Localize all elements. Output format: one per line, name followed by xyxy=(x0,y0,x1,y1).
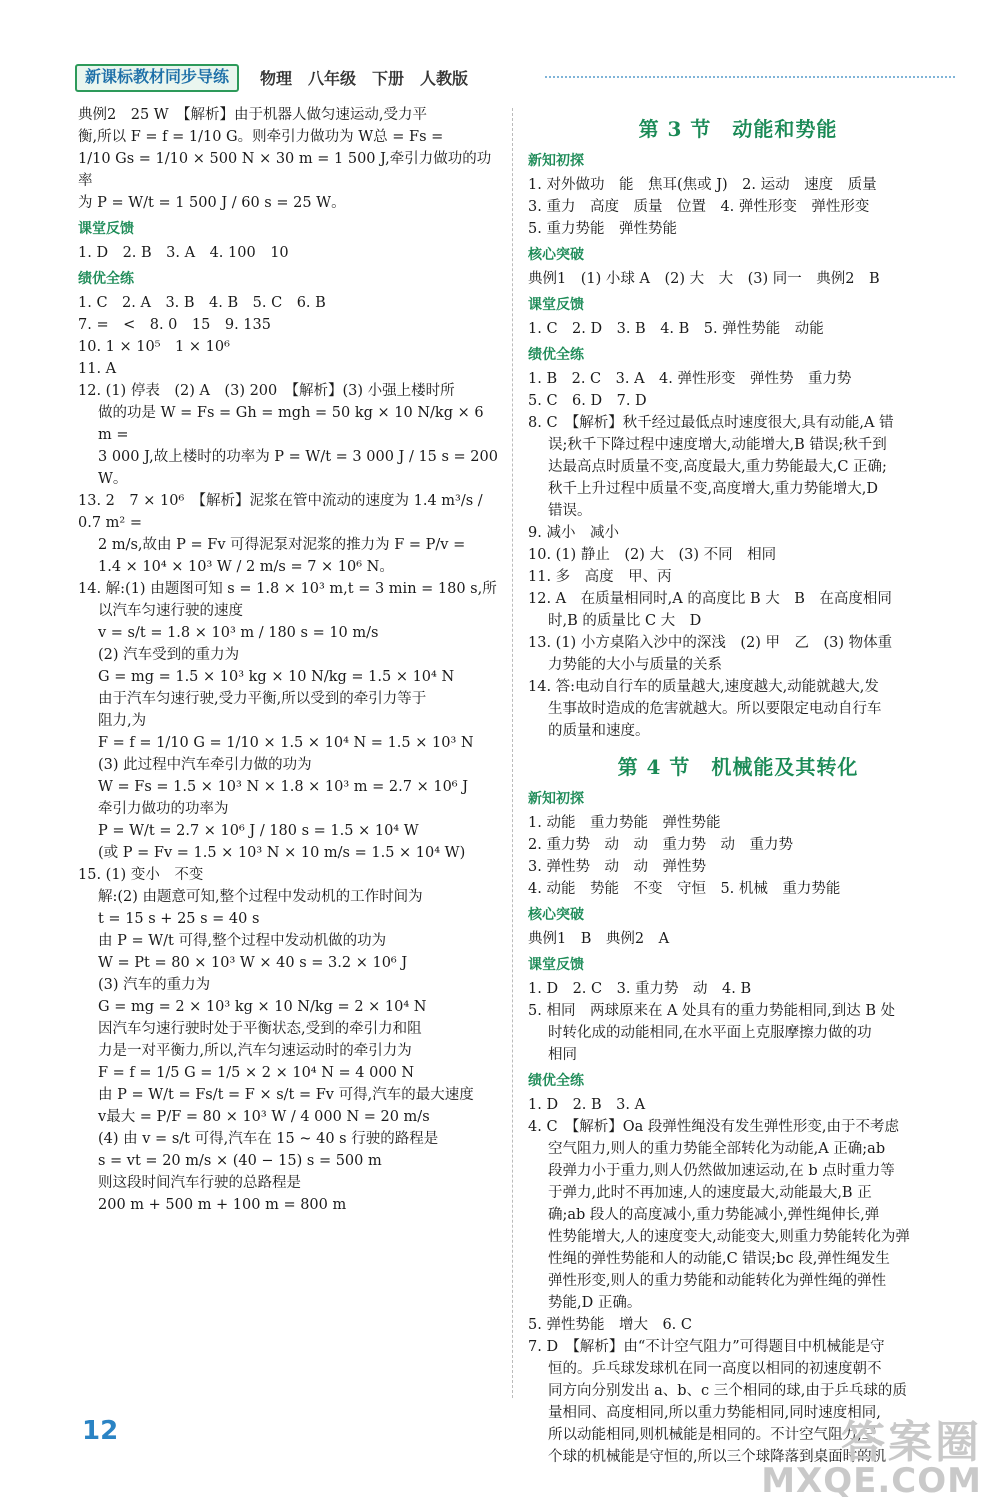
section-heading: 绩优全练 xyxy=(78,271,134,287)
answer-line: 3. 重力 高度 质量 位置 4. 弹性形变 弹性形变 xyxy=(528,199,870,215)
answer-line: 误;秋千下降过程中速度增大,动能增大,B 错误;秋千到 xyxy=(548,437,887,453)
answer-line: 1. 对外做功 能 焦耳(焦或 J) 2. 运动 速度 质量 xyxy=(528,177,877,193)
answer-line: 量相同、高度相同,所以重力势能相同,同时速度相同, xyxy=(548,1405,881,1421)
answer-line: 4. 动能 势能 不变 守恒 5. 机械 重力势能 xyxy=(528,881,841,897)
answer-line: 14. 答:电动自行车的质量越大,速度越大,动能就越大,发 xyxy=(528,679,879,695)
section-heading: 课堂反馈 xyxy=(78,221,134,237)
watermark-logo-text: 答案圈 xyxy=(841,1417,982,1468)
answer-line: 1. C 2. D 3. B 4. B 5. 弹性势能 动能 xyxy=(528,321,824,337)
answer-line: 1.4 × 10⁴ × 10³ W / 2 m/s = 7 × 10⁶ N。 xyxy=(98,559,394,575)
book-series-badge: 新课标教材同步导练 xyxy=(75,64,239,92)
answer-line: 由 P = W/t = Fs/t = F × s/t = Fv 可得,汽车的最大速度 xyxy=(98,1087,474,1103)
answer-line: 所以动能相同,则机械能是相同的。不计空气阻力,三 xyxy=(548,1427,877,1443)
answer-line: 1. B 2. C 3. A 4. 弹性形变 弹性势 重力势 xyxy=(528,371,852,387)
answer-line: 3. 弹性势 动 动 弹性势 xyxy=(528,859,706,875)
answer-line: (3) 汽车的重力为 xyxy=(98,977,211,993)
answer-line: 解:(2) 由题意可知,整个过程中发动机的工作时间为 xyxy=(98,889,423,905)
answer-line: 1/10 Gs = 1/10 × 500 N × 30 m = 1 500 J,牵引力做功的功率 xyxy=(78,151,492,189)
answer-line: 13. 2 7 × 10⁶ 【解析】泥浆在管中流动的速度为 1.4 m³/s / 0.7 m² = xyxy=(78,493,483,531)
answer-line: 10. 1 × 10⁵ 1 × 10⁶ xyxy=(78,339,230,355)
answer-line: 势能,D 正确。 xyxy=(548,1295,642,1311)
section-heading: 核心突破 xyxy=(528,907,584,923)
answer-line: 典例2 25 W 【解析】由于机器人做匀速运动,受力平 xyxy=(78,107,428,123)
answer-line: 确;ab 段人的高度减小,重力势能减小,弹性绳伸长,弹 xyxy=(548,1207,880,1223)
chapter-title: 第 3 节 动能和势能 xyxy=(638,117,838,141)
answer-line: 性势能增大,人的速度变大,动能变大,则重力势能转化为弹 xyxy=(548,1229,910,1245)
answer-line: 典例1 B 典例2 A xyxy=(528,931,670,947)
answer-line: 相同 xyxy=(548,1047,577,1063)
answer-line: 生事故时造成的危害就越大。所以要限定电动自行车 xyxy=(548,701,882,717)
answer-line: 时,B 的质量比 C 大 D xyxy=(548,613,702,629)
column-divider xyxy=(512,108,513,1398)
answer-line: 性绳的弹性势能和人的动能,C 错误;bc 段,弹性绳发生 xyxy=(548,1251,890,1267)
page-header xyxy=(75,64,955,90)
answer-line: (3) 此过程中汽车牵引力做的功为 xyxy=(98,757,312,773)
answer-line: 15. (1) 变小 不变 xyxy=(78,867,204,883)
answer-line: 力势能的大小与质量的关系 xyxy=(548,657,722,673)
answer-line: 由 P = W/t 可得,整个过程中发动机做的功为 xyxy=(98,933,387,949)
answer-line: 因汽车匀速行驶时处于平衡状态,受到的牵引力和阻 xyxy=(98,1021,422,1037)
answer-line: P = W/t = 2.7 × 10⁶ J / 180 s = 1.5 × 10⁴ W xyxy=(98,823,419,839)
watermark xyxy=(732,1406,982,1501)
answer-line: 牵引力做功的功率为 xyxy=(98,801,229,817)
answer-line: 力是一对平衡力,所以,汽车匀速运动时的牵引力为 xyxy=(98,1043,412,1059)
answer-line: 10. (1) 静止 (2) 大 (3) 不同 相同 xyxy=(528,547,777,563)
section-heading: 绩优全练 xyxy=(528,347,584,363)
answer-line: 秋千上升过程中质量不变,高度增大,重力势能增大,D xyxy=(548,481,878,497)
answer-line: 由于汽车匀速行驶,受力平衡,所以受到的牵引力等于 xyxy=(98,691,427,707)
answer-line: 于弹力,此时不再加速,人的速度最大,动能最大,B 正 xyxy=(548,1185,872,1201)
answer-line: v = s/t = 1.8 × 10³ m / 180 s = 10 m/s xyxy=(98,625,379,641)
section-heading: 绩优全练 xyxy=(528,1073,584,1089)
answer-line: W = Fs = 1.5 × 10³ N × 1.8 × 10³ m = 2.7 × 10⁶ J xyxy=(98,779,469,795)
answer-line: 则这段时间汽车行驶的总路程是 xyxy=(98,1175,301,1191)
answer-line: 5. 弹性势能 增大 6. C xyxy=(528,1317,692,1333)
answer-line: F = f = 1/5 G = 1/5 × 2 × 10⁴ N = 4 000 N xyxy=(98,1065,415,1081)
answer-line: 9. 减小 减小 xyxy=(528,525,619,541)
answer-line: 5. C 6. D 7. D xyxy=(528,393,647,409)
header-dotted-rule xyxy=(545,76,955,78)
answer-line: 同方向分别发出 a、b、c 三个相同的球,由于乒乓球的质 xyxy=(548,1383,907,1399)
answer-line: 4. C 【解析】Oa 段弹性绳没有发生弹性形变,由于不考虑 xyxy=(528,1119,900,1135)
section-heading: 新知初探 xyxy=(528,791,584,807)
answer-line: 阻力,为 xyxy=(98,713,147,729)
section-heading: 课堂反馈 xyxy=(528,957,584,973)
answer-line: 11. A xyxy=(78,361,117,377)
answer-line: 空气阻力,则人的重力势能全部转化为动能,A 正确;ab xyxy=(548,1141,886,1157)
answer-line: 以汽车匀速行驶的速度 xyxy=(98,603,243,619)
chapter-title: 第 4 节 机械能及其转化 xyxy=(617,755,859,779)
answer-line: 段弹力小于重力,则人仍然做加速运动,在 b 点时重力等 xyxy=(548,1163,895,1179)
section-heading: 核心突破 xyxy=(528,247,584,263)
answer-line: 1. 动能 重力势能 弹性势能 xyxy=(528,815,721,831)
section-heading: 新知初探 xyxy=(528,153,584,169)
answer-line: 衡,所以 F = f = 1/10 G。则牵引力做功为 W总 = Fs = xyxy=(78,129,444,145)
answer-line: 做的功是 W = Fs = Gh = mgh = 50 kg × 10 N/kg × 6 m = xyxy=(98,405,484,443)
answer-line: 错误。 xyxy=(548,503,592,519)
right-column xyxy=(528,104,948,1468)
answer-line: 为 P = W/t = 1 500 J / 60 s = 25 W。 xyxy=(78,195,346,211)
answer-line: v最大 = P/F = 80 × 10³ W / 4 000 N = 20 m/s xyxy=(98,1109,430,1125)
answer-line: 1. C 2. A 3. B 4. B 5. C 6. B xyxy=(78,295,326,311)
page-number: 12 xyxy=(82,1416,119,1446)
answer-line: 5. 重力势能 弹性势能 xyxy=(528,221,677,237)
answer-line: s = vt = 20 m/s × (40 − 15) s = 500 m xyxy=(98,1153,382,1169)
book-meta: 物理 八年级 下册 人教版 xyxy=(260,69,469,88)
answer-line: 14. 解:(1) 由题图可知 s = 1.8 × 10³ m,t = 3 min = 180 s,所 xyxy=(78,581,497,597)
section-heading: 课堂反馈 xyxy=(528,297,584,313)
answer-line: 达最高点时质量不变,高度最大,重力势能最大,C 正确; xyxy=(548,459,887,475)
answer-line: 2. 重力势 动 动 重力势 动 重力势 xyxy=(528,837,793,853)
answer-line: 的质量和速度。 xyxy=(548,723,650,739)
answer-line: 200 m + 500 m + 100 m = 800 m xyxy=(98,1197,347,1213)
watermark-url: MXQE.COM xyxy=(761,1461,982,1501)
answer-line: 12. A 在质量相同时,A 的高度比 B 大 B 在高度相同 xyxy=(528,591,892,607)
answer-line: G = mg = 2 × 10³ kg × 10 N/kg = 2 × 10⁴ N xyxy=(98,999,427,1015)
answer-line: 7. = < 8. 0 15 9. 135 xyxy=(78,317,271,333)
answer-line: 典例1 (1) 小球 A (2) 大 大 (3) 同一 典例2 B xyxy=(528,271,880,287)
answer-line: 11. 多 高度 甲、丙 xyxy=(528,569,672,585)
answer-line: 5. 相同 两球原来在 A 处具有的重力势能相同,到达 B 处 xyxy=(528,1003,896,1019)
answer-line: F = f = 1/10 G = 1/10 × 1.5 × 10⁴ N = 1.5 × 10³ N xyxy=(98,735,474,751)
answer-line: t = 15 s + 25 s = 40 s xyxy=(98,911,260,927)
answer-line: (4) 由 v = s/t 可得,汽车在 15 ~ 40 s 行驶的路程是 xyxy=(98,1131,439,1147)
answer-line: 7. D 【解析】由“不计空气阻力”可得题目中机械能是守 xyxy=(528,1339,885,1355)
answer-line: 弹性形变,则人的重力势能和动能转化为弹性绳的弹性 xyxy=(548,1273,887,1289)
left-column xyxy=(78,104,498,1216)
answer-line: 1. D 2. B 3. A 4. 100 10 xyxy=(78,245,289,261)
answer-line: G = mg = 1.5 × 10³ kg × 10 N/kg = 1.5 × 10⁴ N xyxy=(98,669,455,685)
answer-line: 恒的。乒乓球发球机在同一高度以相同的初速度朝不 xyxy=(548,1361,882,1377)
answer-line: 个球的机械能是守恒的,所以三个球降落到桌面时的机 xyxy=(548,1449,887,1465)
answer-line: 12. (1) 停表 (2) A (3) 200 【解析】(3) 小强上楼时所 xyxy=(78,383,455,399)
answer-line: 2 m/s,故由 P = Fv 可得泥泵对泥浆的推力为 F = P/v = xyxy=(98,537,466,553)
answer-line: W = Pt = 80 × 10³ W × 40 s = 3.2 × 10⁶ J xyxy=(98,955,408,971)
answer-line: 13. (1) 小方桌陷入沙中的深浅 (2) 甲 乙 (3) 物体重 xyxy=(528,635,893,651)
answer-line: 3 000 J,故上楼时的功率为 P = W/t = 3 000 J / 15 s = 200 W。 xyxy=(98,449,498,487)
answer-line: (2) 汽车受到的重力为 xyxy=(98,647,240,663)
answer-line: (或 P = Fv = 1.5 × 10³ N × 10 m/s = 1.5 × 10⁴ W) xyxy=(98,845,466,861)
answer-line: 8. C 【解析】秋千经过最低点时速度很大,具有动能,A 错 xyxy=(528,415,894,431)
answer-line: 时转化成的动能相同,在水平面上克服摩擦力做的功 xyxy=(548,1025,872,1041)
answer-line: 1. D 2. B 3. A xyxy=(528,1097,646,1113)
answer-line: 1. D 2. C 3. 重力势 动 4. B xyxy=(528,981,752,997)
